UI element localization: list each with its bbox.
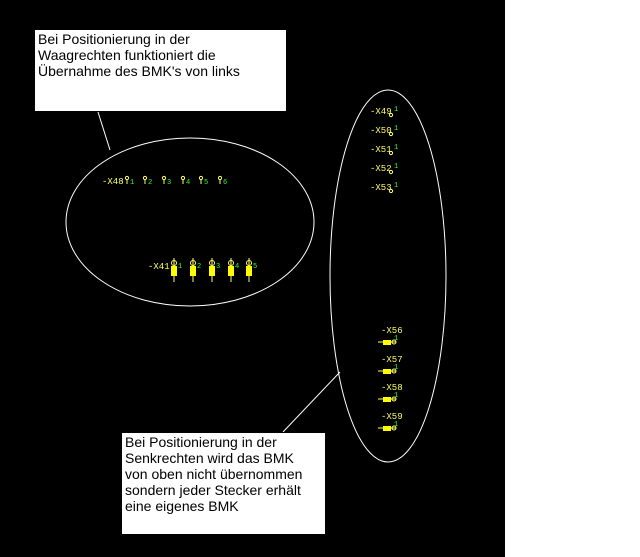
x58-pin: 1 <box>394 392 399 400</box>
x41-connectors <box>171 258 252 282</box>
top-callout-leader <box>98 112 110 150</box>
x48-terminal-3 <box>162 176 165 179</box>
horizontal-note-callout: Bei Positionierung in der Waagrechten funktioniert die Übernahme des BMK's von links <box>34 29 287 112</box>
x50-pin: 1 <box>394 125 399 133</box>
x52-pin: 1 <box>394 163 399 171</box>
x59-device-label[interactable]: -X59 <box>381 412 403 422</box>
x48-terminal-4 <box>181 176 184 179</box>
x56-device-label[interactable]: -X56 <box>381 326 403 336</box>
x48-terminal-2 <box>143 176 146 179</box>
x41-connector-2 <box>190 258 196 282</box>
x53-pin: 1 <box>394 182 399 190</box>
vertical-note-callout: Bei Positionierung in der Senkrechten wird das BMK von oben nicht übernommen sondern jeder Stecker erhält eine eigenes BMK <box>121 432 326 535</box>
x56-pin: 1 <box>394 335 399 343</box>
x50-device-label[interactable]: -X50 <box>370 126 392 136</box>
x41-pin-5: 5 <box>253 263 258 271</box>
horizontal-group-ellipse <box>66 138 314 306</box>
x48-terminal-6 <box>218 176 221 179</box>
x48-pin-2: 2 <box>148 179 153 187</box>
x48-pin-1: 1 <box>130 179 135 187</box>
x41-connector-4 <box>228 258 234 282</box>
x48-terminal-1 <box>125 176 128 179</box>
x52-device-label[interactable]: -X52 <box>370 164 392 174</box>
x41-pin-2: 2 <box>197 263 202 271</box>
x48-pin-5: 5 <box>204 179 209 187</box>
x49-pin: 1 <box>394 106 399 114</box>
x51-pin: 1 <box>394 144 399 152</box>
x41-device-label[interactable]: -X41 <box>148 262 170 272</box>
x51-device-label[interactable]: -X51 <box>370 145 392 155</box>
x48-device-label[interactable]: -X48 <box>102 177 124 187</box>
x48-terminal-5 <box>199 176 202 179</box>
x57-pin: 1 <box>394 364 399 372</box>
bottom-callout-leader <box>283 372 340 432</box>
x41-connector-5 <box>246 258 252 282</box>
x41-connector-1 <box>171 258 177 282</box>
x41-connector-3 <box>209 258 215 282</box>
x41-pin-3: 3 <box>216 263 221 271</box>
x41-pin-1: 1 <box>178 263 183 271</box>
x48-pin-6: 6 <box>223 179 228 187</box>
x58-device-label[interactable]: -X58 <box>381 383 403 393</box>
x57-device-label[interactable]: -X57 <box>381 355 403 365</box>
x48-pin-3: 3 <box>167 179 172 187</box>
x49-device-label[interactable]: -X49 <box>370 107 392 117</box>
x53-device-label[interactable]: -X53 <box>370 183 392 193</box>
x59-pin: 1 <box>394 421 399 429</box>
x41-pin-4: 4 <box>235 263 240 271</box>
x48-pin-4: 4 <box>186 179 191 187</box>
